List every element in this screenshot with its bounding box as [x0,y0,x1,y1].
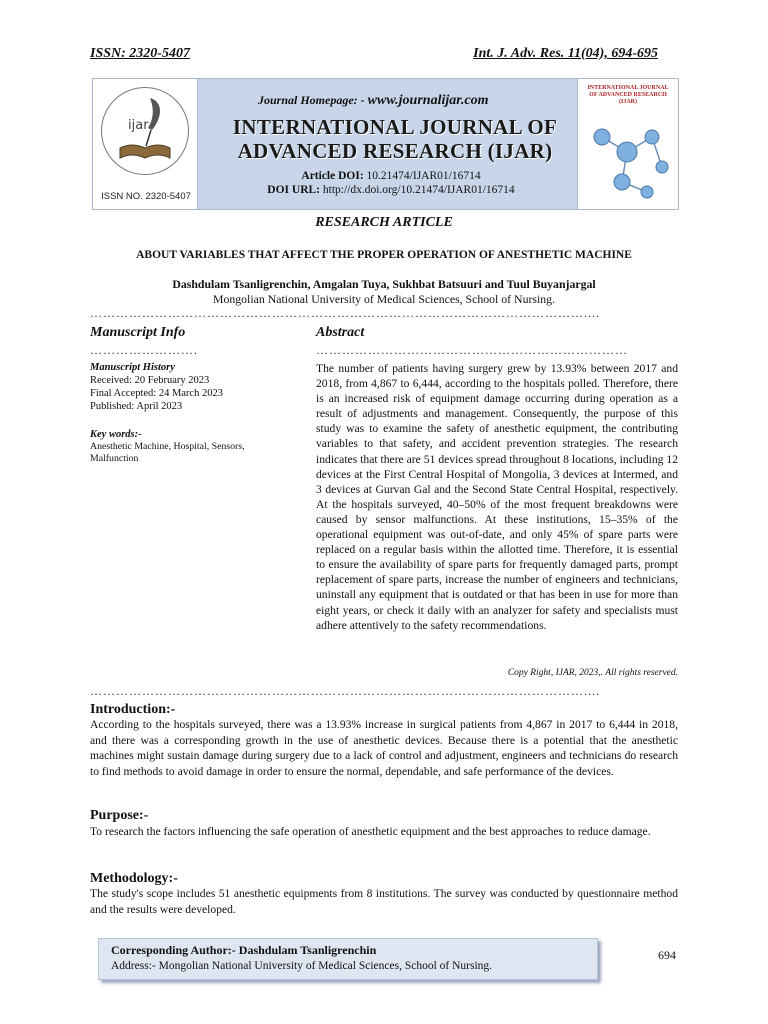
journal-logo [93,79,198,209]
homepage-line: Journal Homepage: - www.journalijar.com [258,93,489,108]
corresponding-author: Corresponding Author:- Dashdulam Tsanligrenchin [111,943,377,957]
logo-issn: ISSN NO. 2320-5407 [101,191,191,202]
copyright: Copy Right, IJAR, 2023,. All rights reserved. [507,668,678,678]
intro-text: According to the hospitals surveyed, there was a 13.93% increase in surgical patients from 4,867 in 2017 to 6,444 in 2018, and there was a corresponding growth in the use of anesthetic devices. Because there is a potential that the anesthetic machines might sustain damage during surgery due to a lack of control and adjustment, engineers and technicians do research to find methods to avoid damage in order to ensure the normal, dependable, and safe performance of the devices. [90,718,678,778]
doi-link[interactable]: http://dx.doi.org/10.21474/IJAR01/16714 [322,184,515,196]
logo-text: ijar [128,118,149,133]
article-title: ABOUT VARIABLES THAT AFFECT THE PROPER OPERATION OF ANESTHETIC MACHINE [136,249,632,261]
intro-heading: Introduction:- [90,702,176,717]
journal-cover-image: INTERNATIONAL JOURNAL OF ADVANCED RESEARCH (IJAR) [577,79,678,209]
abstract-text: The number of patients having surgery grew by 13.93% between 2017 and 2018, from 4,867 to 6,444, according to the hospitals polled. Therefore, there is an increased risk of equipment damage occurring during operation as a result of adjustments and management. Consequently, the purpose of this study was to examine the safety of anesthetic equipment, the contributing variables to that safety, and accident prevention strategies. The research indicates that there are 51 devices spread throughout 8 locations, including 12 devices at the First Central Hospital of Mongolia, 3 devices at Intermed, and 3 devices at Gurvan Gal and the Second State Central Hospital, respectively. At the hospitals surveyed, 40–50% of the most frequent breakdowns were caused by sensor malfunctions. At these institutions, 15–35% of the operational equipment was out-of-date, and only 45% of spare parts were replaced on a regular basis within the allotted time. Therefore, it is essential to ensure the availability of spare parts for frequently damaged parts, prompt replacement of spare parts, increase the number of engineers and technicians, uninstall any equipment that is outdated or that has been in use for more than eight years, or check it daily with an analyzer for safety and specialists must adhere attentively to the safety recommendations. [316,362,678,632]
abstract-heading: Abstract [316,325,365,340]
abstract-dots: ……………………………………………………………… [316,343,628,357]
issn-label: ISSN: 2320-5407 [90,46,190,61]
corresponding-address: Address:- Mongolian National University of Medical Sciences, School of Nursing. [111,960,493,972]
methodology-text: The study's scope includes 51 anesthetic equipments from 8 institutions. The survey was conducted by questionnaire method and the results were developed. [90,887,678,916]
page-number: 694 [658,948,676,962]
separator-bottom: …………………………………………………………………………………………………….... [90,684,600,698]
article-type: RESEARCH ARTICLE [315,215,453,230]
citation-label: Int. J. Adv. Res. 11(04), 694-695 [473,46,658,61]
doi-block: Article DOI: 10.21474/IJAR01/16714 DOI URL: http://dx.doi.org/10.21474/IJAR01/16714 [267,170,515,196]
separator-top: …………………………………………………………………………………………………….... [90,306,600,320]
homepage-link[interactable]: www.journalijar.com [367,93,489,108]
keywords: Key words:- Anesthetic Machine, Hospital, Sensors, Malfunction [90,429,245,464]
methodology-heading: Methodology:- [90,871,178,886]
journal-banner [92,78,679,210]
manuscript-info-heading: Manuscript Info [90,325,186,340]
authors: Dashdulam Tsanligrenchin, Amgalan Tuya, Sukhbat Batsuuri and Tuul Buyanjargal [172,277,596,291]
purpose-text: To research the factors influencing the safe operation of anesthetic equipment and the best approaches to reduce damage. [90,825,651,838]
molecule-icon [582,107,674,205]
journal-title: INTERNATIONAL JOURNAL OF ADVANCED RESEARCH (IJAR) [232,115,558,163]
manuscript-dots: ……………………. [90,343,198,357]
purpose-heading: Purpose:- [90,808,149,823]
affiliation: Mongolian National University of Medical Sciences, School of Nursing. [212,292,556,306]
corresponding-author-box [98,938,598,980]
manuscript-history: Manuscript History Received: 20 February 2023 Final Accepted: 24 March 2023 Published: April 2023 [90,362,223,412]
